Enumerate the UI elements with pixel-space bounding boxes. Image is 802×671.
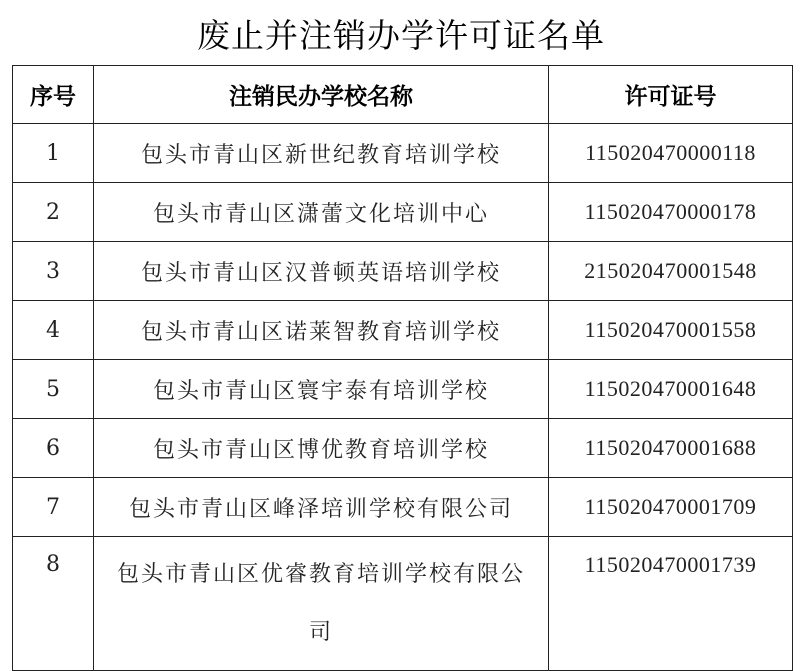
license-number-cell: 115020470001739 (549, 537, 793, 671)
serial-number-cell: 3 (13, 242, 94, 301)
school-name-cell: 包头市青山区寰宇泰有培训学校 (94, 360, 549, 419)
serial-number-cell: 1 (13, 124, 94, 183)
serial-number-cell: 5 (13, 360, 94, 419)
school-name-cell: 包头市青山区潇蕾文化培训中心 (94, 183, 549, 242)
license-number-cell: 115020470001688 (549, 419, 793, 478)
school-name-cell: 包头市青山区博优教育培训学校 (94, 419, 549, 478)
header-license-number: 许可证号 (549, 66, 793, 124)
license-number-cell: 115020470001558 (549, 301, 793, 360)
table-row (13, 301, 793, 360)
school-name-cell: 包头市青山区汉普顿英语培训学校 (94, 242, 549, 301)
header-serial-number: 序号 (13, 66, 94, 124)
header-school-name: 注销民办学校名称 (94, 66, 549, 124)
table-header-row (13, 66, 793, 124)
table-row (13, 124, 793, 183)
table-row (13, 419, 793, 478)
serial-number-cell: 2 (13, 183, 94, 242)
license-revocation-table (12, 65, 793, 671)
license-number-cell: 115020470000178 (549, 183, 793, 242)
license-number-cell: 115020470000118 (549, 124, 793, 183)
license-number-cell: 215020470001548 (549, 242, 793, 301)
table-row (13, 242, 793, 301)
school-name-cell: 包头市青山区峰泽培训学校有限公司 (94, 478, 549, 537)
table-row (13, 537, 793, 671)
serial-number-cell: 6 (13, 419, 94, 478)
license-number-cell: 115020470001648 (549, 360, 793, 419)
table-row (13, 183, 793, 242)
serial-number-cell: 7 (13, 478, 94, 537)
table-row (13, 478, 793, 537)
school-name-cell: 包头市青山区新世纪教育培训学校 (94, 124, 549, 183)
serial-number-cell: 4 (13, 301, 94, 360)
license-number-cell: 115020470001709 (549, 478, 793, 537)
table-row (13, 360, 793, 419)
school-name-cell: 包头市青山区优睿教育培训学校有限公司 (94, 537, 549, 671)
serial-number-cell: 8 (13, 537, 94, 671)
school-name-cell: 包头市青山区诺莱智教育培训学校 (94, 301, 549, 360)
document-title: 废止并注销办学许可证名单 (197, 16, 605, 55)
